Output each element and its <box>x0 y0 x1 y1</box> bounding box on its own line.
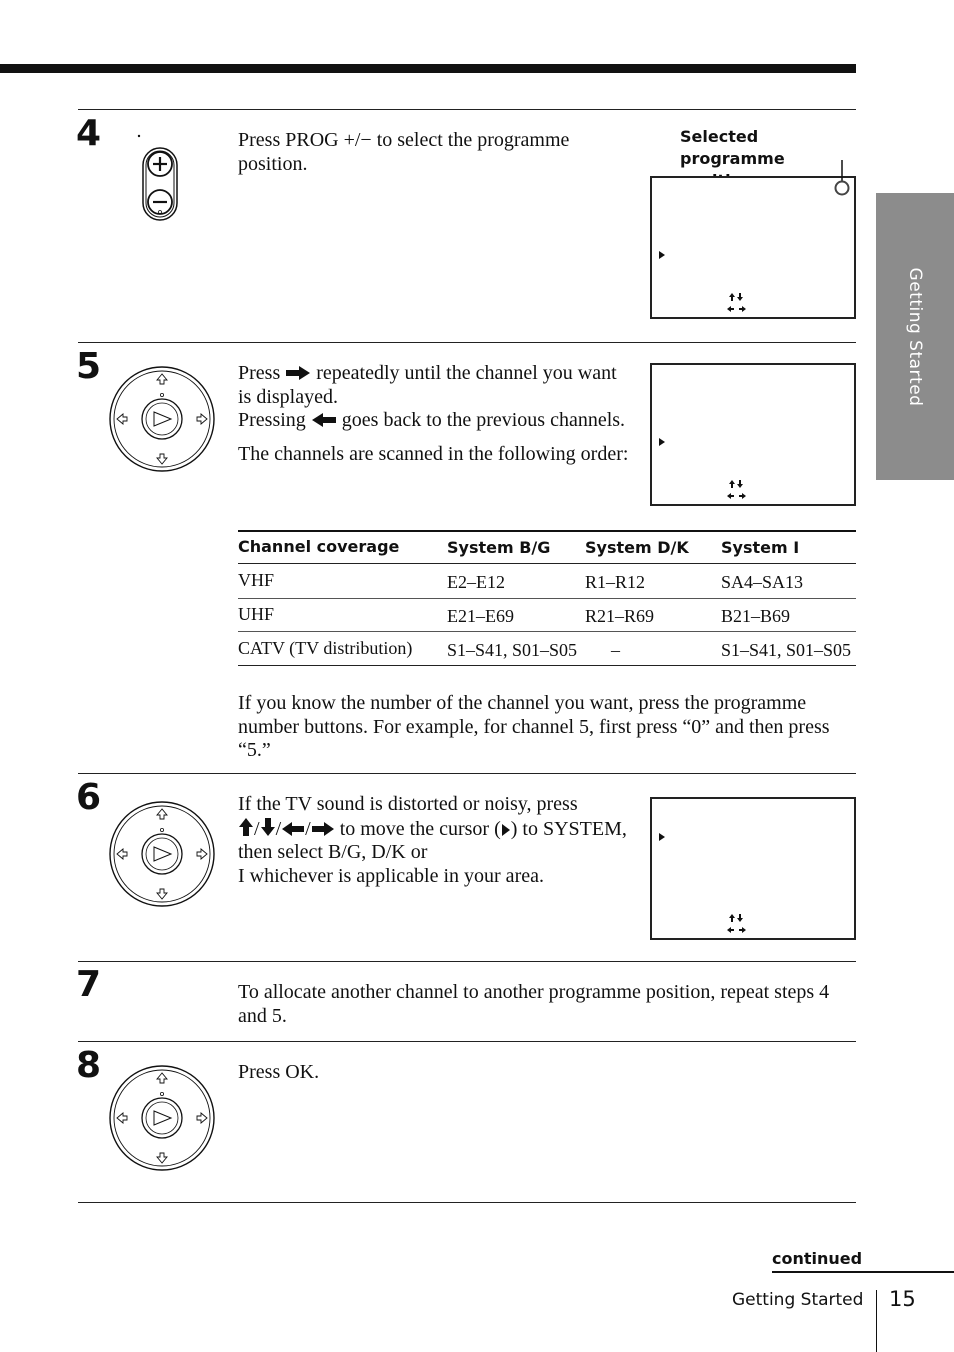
tv-screen-step6 <box>650 797 856 940</box>
cursor-triangle-icon <box>501 823 511 837</box>
table-cell: R1–R12 <box>585 572 646 592</box>
table-header-bg: System B/G <box>447 538 551 557</box>
table-rule <box>238 631 856 632</box>
arrow-right-icon <box>311 821 335 837</box>
step-divider <box>78 1202 856 1203</box>
table-cell: UHF <box>238 604 275 624</box>
step-divider <box>78 1041 856 1042</box>
arrow-up-icon <box>238 817 254 837</box>
step5-line-press: Press repeatedly until the channel you want is displayed. <box>238 362 617 408</box>
table-cell: – <box>611 640 620 660</box>
table-header-coverage: Channel coverage <box>238 537 400 556</box>
cursor-triangle-icon <box>659 833 665 841</box>
move-arrows-icon <box>726 292 748 314</box>
arrow-pad-icon <box>108 1064 216 1172</box>
move-arrows-icon <box>726 913 748 935</box>
footer-rule <box>772 1271 954 1273</box>
tv-screen-step4 <box>650 176 856 319</box>
page-number: 15 <box>889 1287 916 1311</box>
cursor-triangle-icon <box>659 438 665 446</box>
callout-pointer-icon <box>832 160 852 198</box>
table-rule <box>238 598 856 599</box>
table-cell: SA4–SA13 <box>721 572 804 592</box>
arrow-down-icon <box>260 817 276 837</box>
step-divider <box>78 109 856 110</box>
step-number-8: 8 <box>76 1045 102 1086</box>
top-rule <box>0 64 856 73</box>
side-tab-label: Getting Started <box>905 267 925 406</box>
footer-divider <box>876 1290 877 1352</box>
table-cell: E2–E12 <box>447 572 505 592</box>
step5-line-pressing: Pressing goes back to the previous channels. <box>238 409 626 431</box>
table-cell: E21–E69 <box>447 606 514 626</box>
table-cell: S1–S41, S01–S05 <box>447 640 578 660</box>
side-tab <box>876 193 954 480</box>
step-divider <box>78 961 856 962</box>
table-cell: CATV (TV distribution) <box>238 638 413 658</box>
table-header-i: System I <box>721 538 800 557</box>
step-divider <box>78 773 856 774</box>
step5-line-scanned: The channels are scanned in the following order: <box>238 442 629 465</box>
step6-line-4: I whichever is applicable in your area. <box>238 864 544 887</box>
table-bottom-rule <box>238 665 856 666</box>
prog-plus-minus-icon <box>134 128 184 224</box>
step8-text: Press OK. <box>238 1061 320 1083</box>
arrow-pad-icon <box>108 365 216 473</box>
arrow-left-icon <box>311 412 337 428</box>
table-cell: R21–R69 <box>585 606 655 626</box>
tv-screen-step5 <box>650 363 856 506</box>
move-arrows-icon <box>726 479 748 501</box>
step6-line-1: If the TV sound is distorted or noisy, press <box>238 793 578 815</box>
step-number-4: 4 <box>76 113 102 154</box>
step-number-7: 7 <box>76 964 102 1005</box>
continued-label: continued <box>772 1249 863 1268</box>
table-top-rule <box>238 530 856 532</box>
selected-programme-callout: Selected programme <box>680 127 785 168</box>
footer-section-title: Getting Started <box>732 1290 864 1310</box>
step6-line-2: / / / to move the cursor ( ) to SYSTEM, then select B/G, D/K or <box>238 817 627 863</box>
step6-instructions <box>238 793 633 888</box>
arrow-right-icon <box>285 365 311 381</box>
table-header-dk: System D/K <box>585 538 689 557</box>
step4-text: Press PROG +/− to select the programme position. <box>238 129 570 175</box>
table-cell: S1–S41, S01–S05 <box>721 640 852 660</box>
step-number-6: 6 <box>76 777 102 818</box>
step-number-5: 5 <box>76 346 102 387</box>
table-cell: VHF <box>238 570 275 590</box>
step7-text: To allocate another channel to another programme position, repeat steps 4 and 5. <box>238 981 830 1027</box>
step5-instructions <box>238 362 633 466</box>
table-rule <box>238 563 856 564</box>
step5-number-buttons-text: If you know the number of the channel you want, press the programme number buttons. For example, for channel 5, first press “0” and then press “5.” <box>238 692 830 761</box>
arrow-pad-icon <box>108 800 216 908</box>
step-divider <box>78 342 856 343</box>
cursor-triangle-icon <box>659 251 665 259</box>
table-cell: B21–B69 <box>721 606 791 626</box>
arrow-left-icon <box>281 821 305 837</box>
